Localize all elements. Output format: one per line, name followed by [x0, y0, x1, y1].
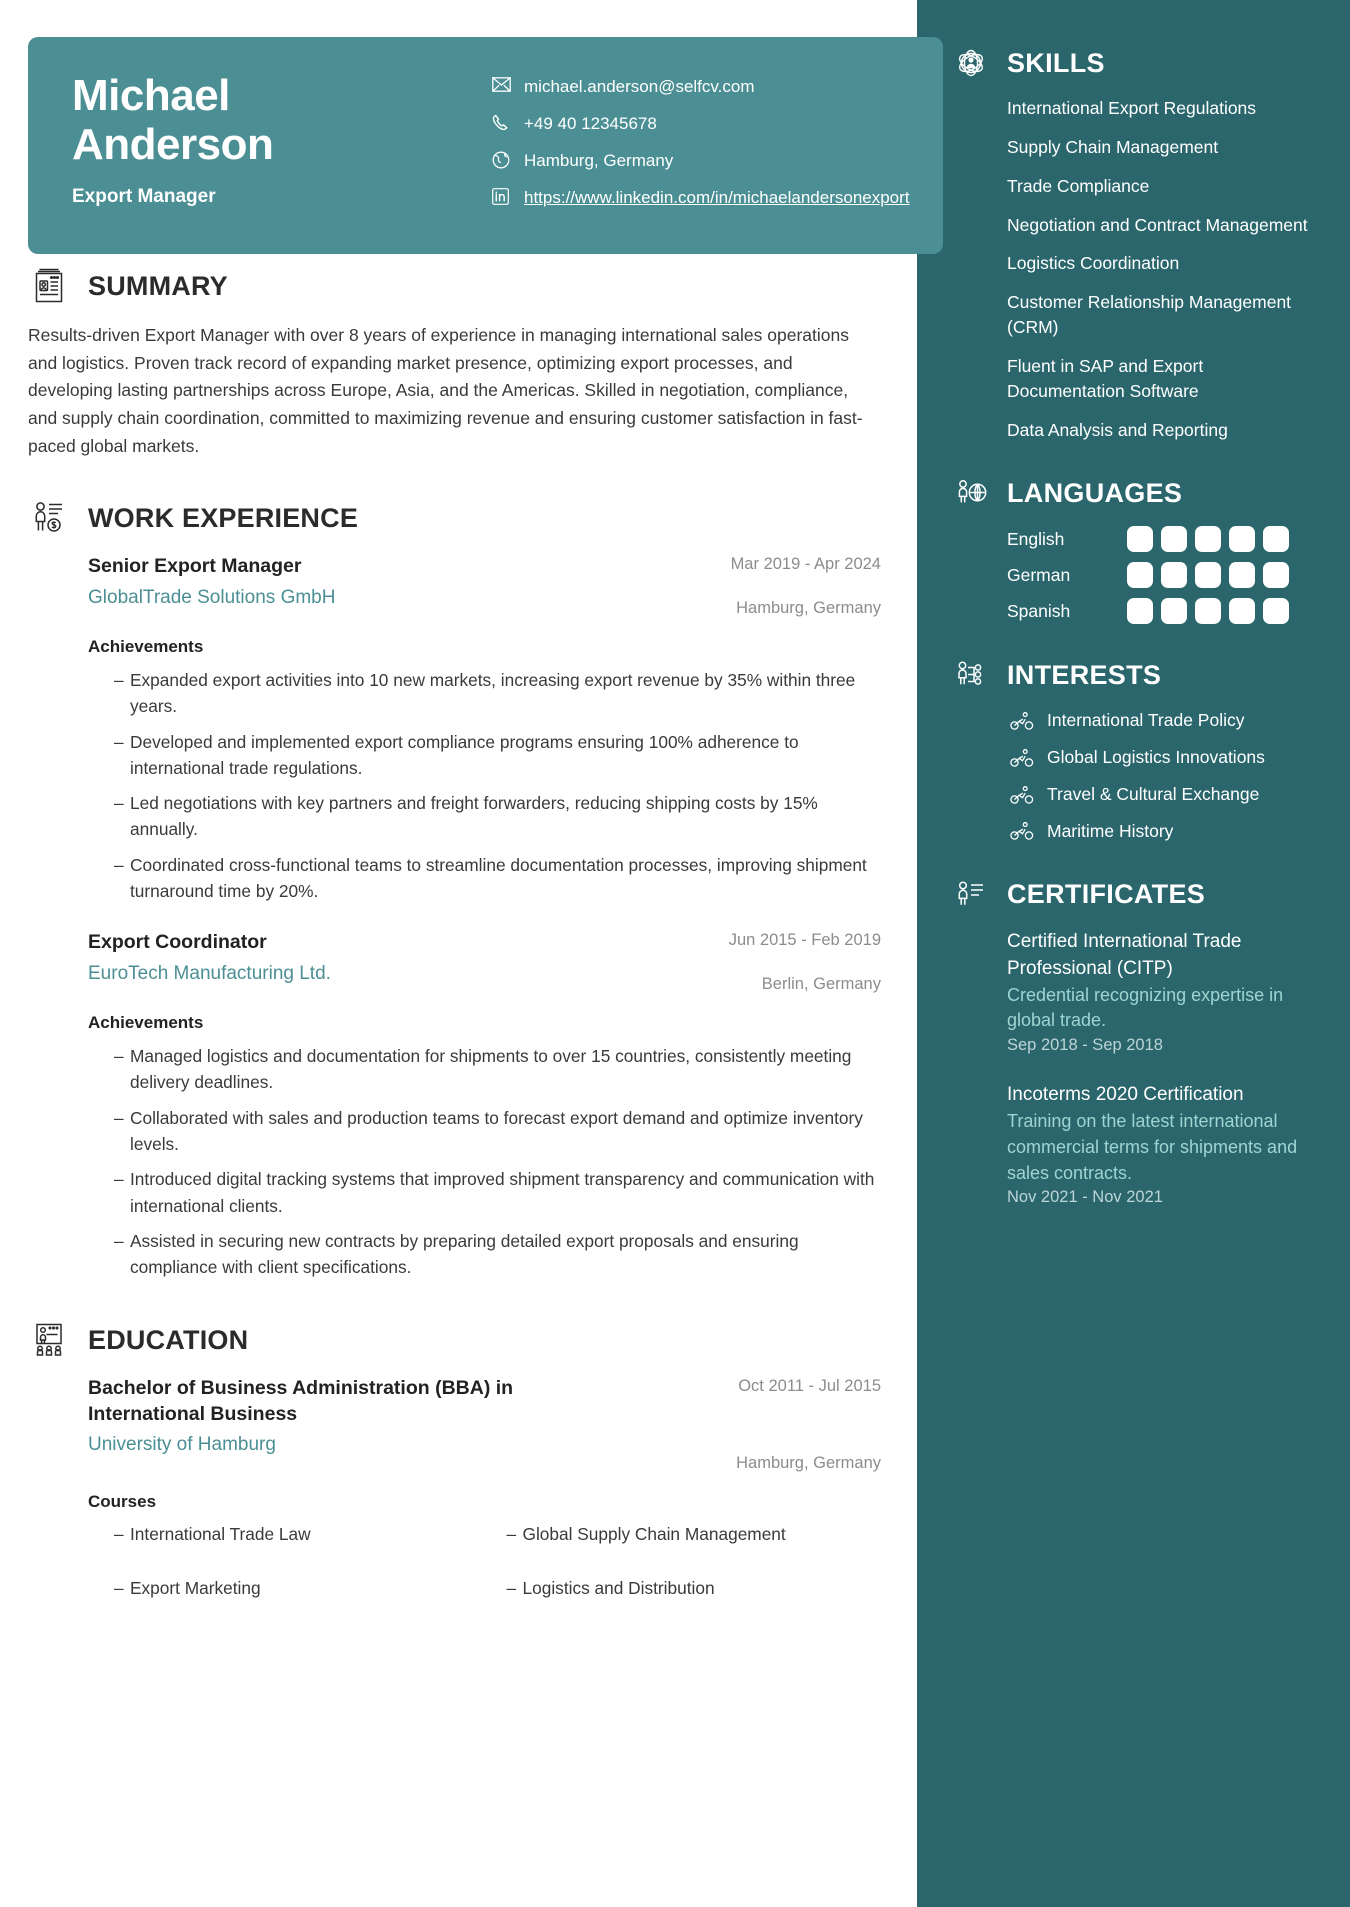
- work-entry-title: Senior Export Manager: [88, 555, 302, 578]
- interest-label: Global Logistics Innovations: [1047, 747, 1265, 768]
- header-card: [28, 37, 943, 254]
- interest-item: [1007, 708, 1314, 733]
- presentation-icon: [28, 1322, 70, 1358]
- education-entry: [88, 1376, 881, 1602]
- section-education: [28, 1322, 881, 1602]
- skill-item: International Export Regulations: [1007, 98, 1257, 118]
- level-dot: [1127, 562, 1153, 588]
- last-name: Anderson: [72, 120, 274, 170]
- certificate-date: Nov 2021 - Nov 2021: [1007, 1188, 1163, 1207]
- level-dot: [1263, 562, 1289, 588]
- interest-item: [1007, 819, 1314, 844]
- work-entry-top: [88, 930, 881, 995]
- bullet-item: – Expanded export activities into 10 new markets, increasing export revenue by 35% within three years.: [114, 667, 881, 720]
- skill-item: Logistics Coordination: [1007, 253, 1180, 274]
- level-dot: [1195, 598, 1221, 624]
- person-list-icon: [951, 878, 991, 912]
- education-entry-location: Hamburg, Germany: [736, 1453, 881, 1472]
- sidebar: [917, 0, 1350, 1907]
- languages-title: LANGUAGES: [1007, 477, 1183, 508]
- work-entry: [88, 930, 881, 1280]
- section-work-experience: [28, 500, 881, 1280]
- id-card-icon: [28, 268, 70, 304]
- work-entry-date: Jun 2015 - Feb 2019: [728, 931, 881, 950]
- certificate-name: Certified International Trade Professional (CITP): [1007, 930, 1242, 980]
- work-entry-right: [641, 930, 881, 995]
- certificate-item: [1007, 1081, 1314, 1207]
- education-header: [28, 1322, 881, 1358]
- level-dot: [1229, 598, 1255, 624]
- language-row: [1007, 526, 1314, 552]
- education-list: [28, 1376, 881, 1602]
- person-globe-icon: [951, 476, 991, 510]
- level-dot: [1161, 526, 1187, 552]
- work-entry-location: Hamburg, Germany: [736, 598, 881, 617]
- location-icon: [492, 149, 516, 169]
- interests-title: INTERESTS: [1007, 659, 1162, 690]
- education-entry-organization: University of Hamburg: [88, 1434, 276, 1456]
- interests-header: [951, 658, 1314, 692]
- work-experience-title: WORK EXPERIENCE: [88, 502, 359, 533]
- person-network-icon: [951, 658, 991, 692]
- skill-item: Fluent in SAP and Export Documentation Software: [1007, 355, 1204, 401]
- language-level: [1127, 562, 1289, 588]
- interest-item: [1007, 745, 1314, 770]
- bullet-item: – Led negotiations with key partners and freight forwarders, reducing shipping costs by 15% annually.: [114, 790, 881, 843]
- work-entry-title: Export Coordinator: [88, 931, 267, 954]
- work-entry: [88, 554, 881, 904]
- summary-title: SUMMARY: [88, 270, 228, 301]
- level-dot: [1263, 526, 1289, 552]
- course-item: – Logistics and Distribution: [507, 1576, 882, 1602]
- summary-header: [28, 268, 881, 304]
- language-name: Spanish: [1007, 600, 1071, 621]
- email-icon: [492, 75, 516, 92]
- language-level: [1127, 526, 1289, 552]
- course-item: – International Trade Law: [114, 1522, 489, 1548]
- work-entry-bullets: [88, 1043, 881, 1280]
- skill-item: Negotiation and Contract Management: [1007, 214, 1308, 235]
- skill-item: Customer Relationship Management (CRM): [1007, 292, 1292, 338]
- education-title: EDUCATION: [88, 1324, 249, 1355]
- certificate-date: Sep 2018 - Sep 2018: [1007, 1036, 1163, 1055]
- level-dot: [1263, 598, 1289, 624]
- bullet-item: – Assisted in securing new contracts by preparing detailed export proposals and ensuring compliance with client specifications.: [114, 1228, 881, 1281]
- education-entry-left: [88, 1376, 641, 1457]
- skills-list: [951, 96, 1314, 442]
- contact-phone[interactable]: [492, 112, 913, 136]
- course-item: – Export Marketing: [114, 1576, 489, 1602]
- cyclist-icon: [1007, 748, 1037, 768]
- linkedin-icon: [492, 186, 516, 205]
- work-entry-left: [88, 930, 641, 986]
- interests-list: [951, 708, 1314, 843]
- sidebar-section-certificates: [951, 878, 1314, 1208]
- sidebar-section-interests: [951, 658, 1314, 843]
- identity-block: [72, 63, 492, 208]
- skills-title: SKILLS: [1007, 47, 1105, 78]
- language-name: English: [1007, 528, 1065, 549]
- full-name: [72, 71, 492, 170]
- language-row: [1007, 598, 1314, 624]
- person-money-icon: [28, 500, 70, 536]
- skill-item: Supply Chain Management: [1007, 136, 1219, 157]
- interest-label: Maritime History: [1047, 820, 1174, 841]
- work-entry-bullets: [88, 667, 881, 904]
- work-entry-top: [88, 554, 881, 619]
- level-dot: [1127, 598, 1153, 624]
- work-entry-location: Berlin, Germany: [761, 974, 881, 993]
- contact-linkedin[interactable]: [492, 186, 913, 210]
- certificates-title: CERTIFICATES: [1007, 879, 1206, 910]
- work-entry-date: Mar 2019 - Apr 2024: [730, 555, 881, 574]
- certificates-list: [951, 928, 1314, 1208]
- sidebar-section-skills: [951, 46, 1314, 442]
- education-entry-right: [641, 1376, 881, 1474]
- contact-linkedin-link[interactable]: https://www.linkedin.com/in/michaelandersonexport: [524, 188, 910, 208]
- work-entry-right: [641, 554, 881, 619]
- education-entry-top: [88, 1376, 881, 1474]
- language-level: [1127, 598, 1289, 624]
- atom-person-icon: [951, 46, 991, 80]
- skills-header: [951, 46, 1314, 80]
- summary-text: Results-driven Export Manager with over 8 years of experience in managing international sales operations and logistics. Proven track record of expanding market presence, optimizing export processes, and developing lasting partnerships across Europe, Asia, and the Americas. Skilled in negotiation, compliance, and supply chain coordination, committed to maximizing revenue and ensuring customer satisfaction in fast-paced global markets.: [28, 325, 863, 456]
- work-entry-organization: GlobalTrade Solutions GmbH: [88, 586, 336, 608]
- education-entry-title: Bachelor of Business Administration (BBA) in International Business: [88, 1377, 514, 1425]
- cyclist-icon: [1007, 821, 1037, 841]
- phone-icon: [492, 112, 516, 132]
- education-entry-sublabel: Courses: [88, 1492, 157, 1512]
- level-dot: [1229, 526, 1255, 552]
- section-summary: [28, 268, 881, 460]
- bullet-item: – Developed and implemented export compliance programs ensuring 100% adherence to international trade regulations.: [114, 729, 881, 782]
- contact-email-text: michael.anderson@selfcv.com: [524, 77, 755, 96]
- level-dot: [1229, 562, 1255, 588]
- certificate-description: Credential recognizing expertise in global trade.: [1007, 984, 1284, 1031]
- level-dot: [1195, 526, 1221, 552]
- skill-item: Trade Compliance: [1007, 175, 1150, 196]
- language-row: [1007, 562, 1314, 588]
- certificate-name: Incoterms 2020 Certification: [1007, 1084, 1244, 1106]
- certificate-item: [1007, 928, 1314, 1056]
- contact-phone-text: +49 40 12345678: [524, 114, 657, 134]
- cyclist-icon: [1007, 785, 1037, 805]
- courses-grid: [88, 1522, 881, 1602]
- sidebar-section-languages: [951, 476, 1314, 624]
- certificates-header: [951, 878, 1314, 912]
- contact-email[interactable]: [492, 75, 913, 99]
- level-dot: [1161, 562, 1187, 588]
- interest-label: International Trade Policy: [1047, 710, 1245, 731]
- contact-location[interactable]: [492, 149, 913, 173]
- education-entry-date: Oct 2011 - Jul 2015: [738, 1377, 881, 1396]
- work-entry-sublabel: Achievements: [88, 1013, 204, 1033]
- certificate-description: Training on the latest international commercial terms for shipments and sales contracts.: [1007, 1110, 1298, 1183]
- interest-label: Travel & Cultural Exchange: [1047, 784, 1260, 805]
- job-title: Export Manager: [72, 185, 216, 207]
- bullet-item: – Introduced digital tracking systems that improved shipment transparency and communication with international clients.: [114, 1166, 881, 1219]
- skill-item: Data Analysis and Reporting: [1007, 419, 1228, 440]
- level-dot: [1127, 526, 1153, 552]
- first-name: Michael: [72, 71, 230, 120]
- bullet-item: – Collaborated with sales and production teams to forecast export demand and optimize inventory levels.: [114, 1105, 881, 1158]
- interest-item: [1007, 782, 1314, 807]
- level-dot: [1195, 562, 1221, 588]
- languages-header: [951, 476, 1314, 510]
- work-experience-header: [28, 500, 881, 536]
- bullet-item: – Managed logistics and documentation for shipments to over 15 countries, consistently meeting delivery deadlines.: [114, 1043, 881, 1096]
- contact-list: [492, 63, 913, 224]
- bullet-item: – Coordinated cross-functional teams to streamline documentation processes, improving shipment turnaround time by 20%.: [114, 852, 881, 905]
- work-entry-sublabel: Achievements: [88, 637, 204, 657]
- work-experience-list: [28, 554, 881, 1280]
- language-name: German: [1007, 564, 1071, 585]
- level-dot: [1161, 598, 1187, 624]
- cyclist-icon: [1007, 711, 1037, 731]
- contact-location-text: Hamburg, Germany: [524, 151, 674, 171]
- work-entry-left: [88, 554, 641, 610]
- languages-list: [951, 526, 1314, 624]
- course-item: – Global Supply Chain Management: [507, 1522, 882, 1548]
- work-entry-organization: EuroTech Manufacturing Ltd.: [88, 962, 331, 984]
